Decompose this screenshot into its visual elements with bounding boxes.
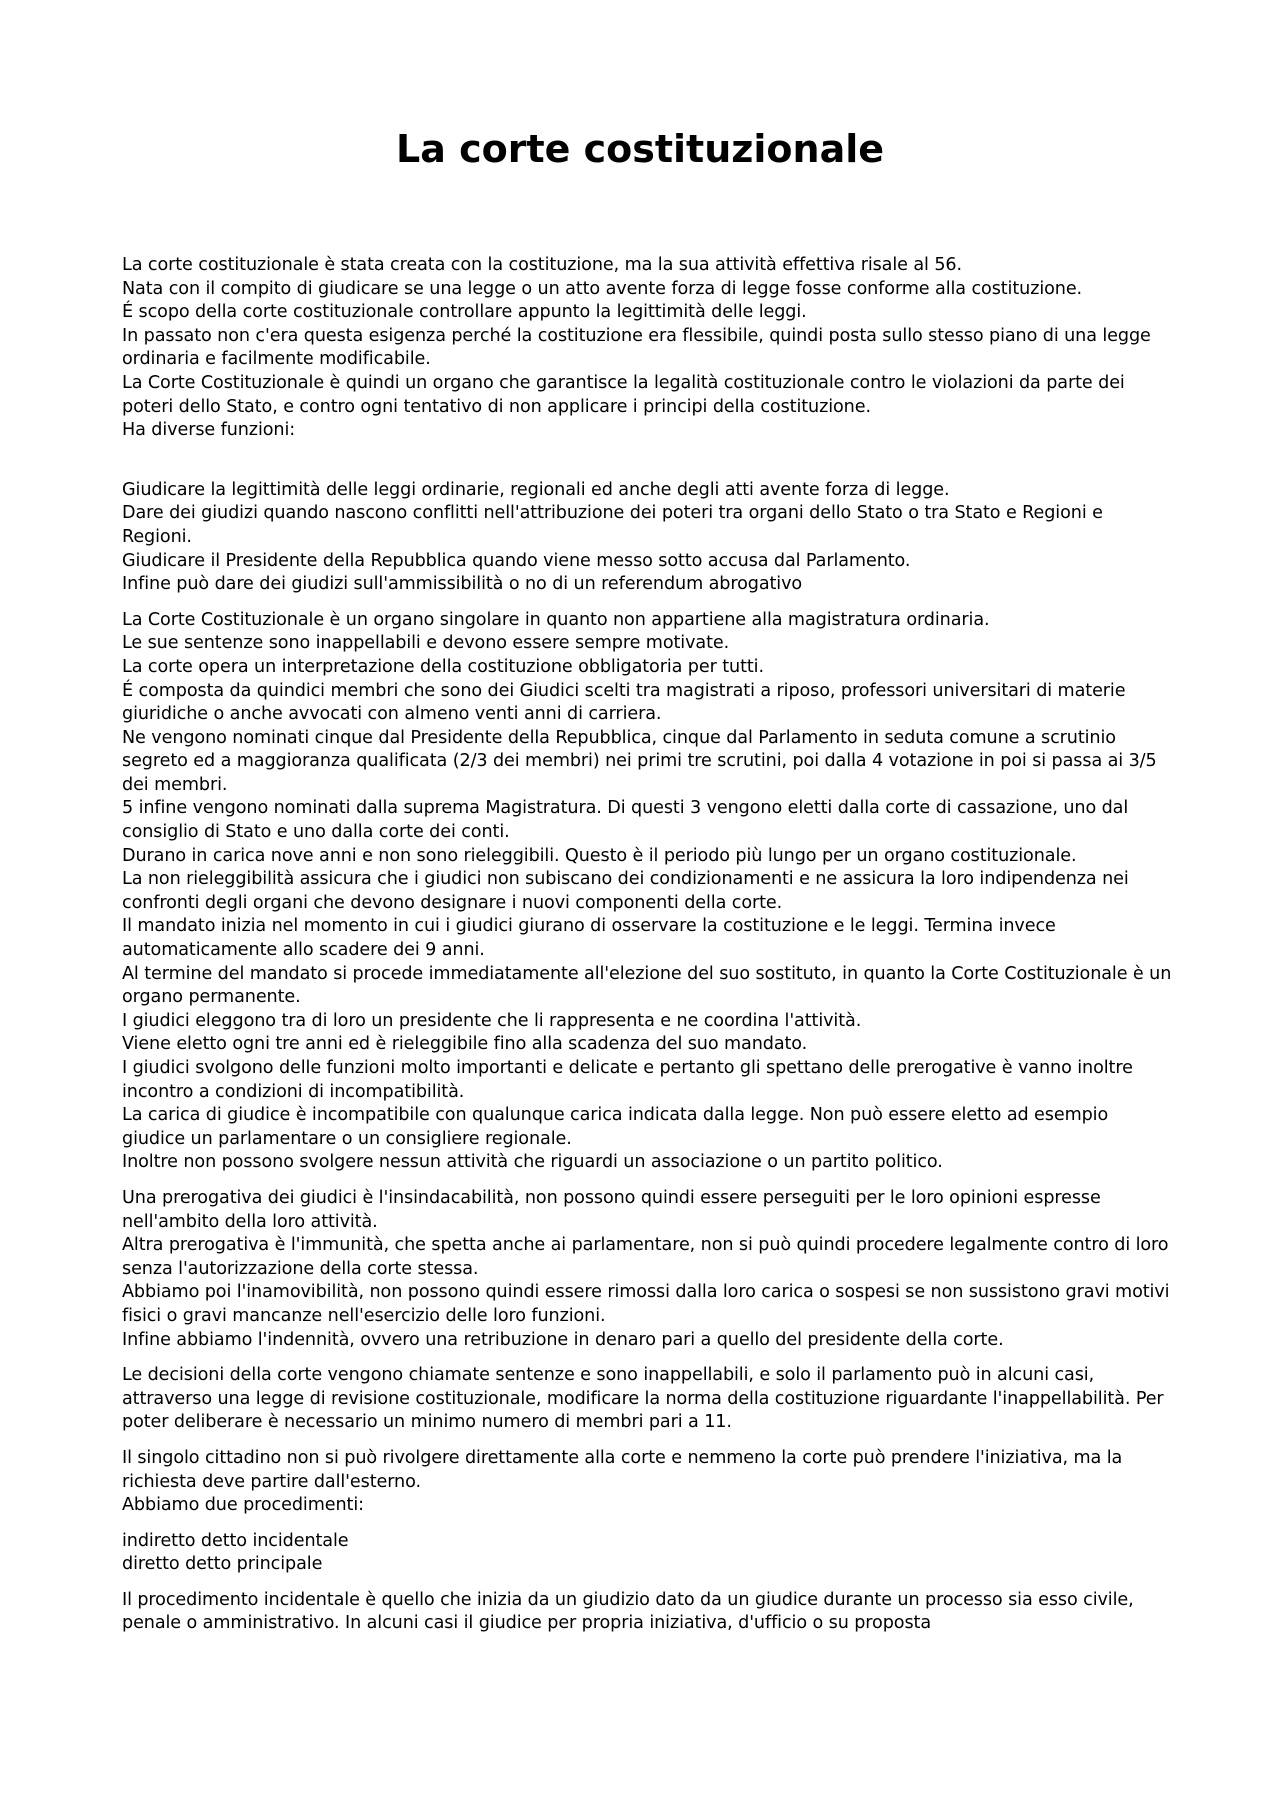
text-line: La non rieleggibilità assicura che i giudici non subiscano dei condizionamenti e ne assicura la loro indipendenza nei confronti degli organi che devono designare i nuovi componenti della corte. bbox=[122, 869, 1135, 913]
text-line: La Corte Costituzionale è quindi un organo che garantisce la legalità costituzionale contro le violazioni da parte dei poteri dello Stato, e contro ogni tentativo di non applicare i principi della costituzione. bbox=[122, 372, 1131, 417]
text-line: Infine può dare dei giudizi sull'ammissibilità o no di un referendum abrogativo bbox=[122, 574, 803, 595]
text-line: Abbiamo poi l'inamovibilità, non possono quindi essere rimossi dalla loro carica o sospesi se non sussistono gravi motivi fisici o gravi mancanze nell'esercizio delle loro funzioni. bbox=[122, 1282, 1175, 1326]
text-line: diretto detto principale bbox=[122, 1554, 323, 1575]
text-line: La carica di giudice è incompatibile con qualunque carica indicata dalla legge. Non può essere eletto ad esempio giudice un parlamentare o un consigliere regionale. bbox=[122, 1105, 1114, 1149]
text-line: Giudicare la legittimità delle leggi ordinarie, regionali ed anche degli atti avente forza di legge. bbox=[122, 479, 950, 500]
text-line: indiretto detto incidentale bbox=[122, 1530, 349, 1551]
text-line: Dare dei giudizi quando nascono conflitti nell'attribuzione dei poteri tra organi dello Stato o tra Stato e Regioni e Regioni. bbox=[122, 503, 1109, 547]
text-line: Ne vengono nominati cinque dal Presidente della Repubblica, cinque dal Parlamento in seduta comune a scrutinio segreto ed a maggioranza qualificata (2/3 dei membri) nei primi tre scrutini, poi dalla 4 votazione in poi si passa ai 3/5 dei membri. bbox=[122, 727, 1163, 795]
paragraph-functions bbox=[122, 479, 1172, 597]
text-line: La Corte Costituzionale è un organo singolare in quanto non appartiene alla magistratura ordinaria. bbox=[122, 609, 990, 630]
text-line: Abbiamo due procedimenti: bbox=[122, 1495, 364, 1516]
text-line: Le decisioni della corte vengono chiamate sentenze e sono inappellabili, e solo il parlamento può in alcuni casi, attraverso una legge di revisione costituzionale, modificare la norma della costituzione riguardante l'inappellabilità. Per poter deliberare è necessario un minimo numero di membri pari a 11. bbox=[122, 1365, 1170, 1433]
text-line: La corte costituzionale è stata creata con la costituzione, ma la sua attività effettiva risale al 56. bbox=[122, 255, 963, 275]
paragraph-incidental bbox=[122, 1589, 1172, 1636]
text-line: Il singolo cittadino non si può rivolgere direttamente alla corte e nemmeno la corte può prendere l'iniziativa, ma la richiesta deve partire dall'esterno. bbox=[122, 1447, 1128, 1492]
text-line: I giudici eleggono tra di loro un presidente che li rappresenta e ne coordina l'attività. bbox=[122, 1010, 862, 1031]
text-line: Al termine del mandato si procede immediatamente all'elezione del suo sostituto, in quanto la Corte Costituzionale è un organo permanente. bbox=[122, 963, 1177, 1008]
text-line: É scopo della corte costituzionale controllare appunto la legittimità delle leggi. bbox=[122, 302, 807, 323]
paragraph-procedures bbox=[122, 1447, 1172, 1518]
text-line: Il procedimento incidentale è quello che inizia da un giudizio dato da un giudice durante un processo sia esso civile, penale o amministrativo. In alcuni casi il giudice per propria iniziativa, d'ufficio o su proposta bbox=[122, 1589, 1140, 1634]
paragraph-decisions bbox=[122, 1364, 1172, 1435]
text-line: Le sue sentenze sono inappellabili e devono essere sempre motivate. bbox=[122, 633, 730, 654]
text-line: Ha diverse funzioni: bbox=[122, 420, 296, 441]
text-line: Una prerogativa dei giudici è l'insindacabilità, non possono quindi essere perseguiti per le loro opinioni espresse nell'ambito della loro attività. bbox=[122, 1187, 1107, 1232]
text-line: Giudicare il Presidente della Repubblica quando viene messo sotto accusa dal Parlamento. bbox=[122, 550, 911, 571]
text-line: In passato non c'era questa esigenza perché la costituzione era flessibile, quindi posta sullo stesso piano di una legge ordinaria e facilmente modificabile. bbox=[122, 325, 1157, 370]
text-line: Viene eletto ogni tre anni ed è rieleggibile fino alla scadenza del suo mandato. bbox=[122, 1034, 808, 1055]
document-body bbox=[122, 254, 1177, 1648]
text-line: Inoltre non possono svolgere nessun attività che riguardi un associazione o un partito politico. bbox=[122, 1152, 943, 1173]
text-line: Infine abbiamo l'indennità, ovvero una retribuzione in denaro pari a quello del presidente della corte. bbox=[122, 1329, 1004, 1350]
text-line: Il mandato inizia nel momento in cui i giudici giurano di osservare la costituzione e le leggi. Termina invece automaticamente allo scadere dei 9 anni. bbox=[122, 916, 1062, 961]
text-line: I giudici svolgono delle funzioni molto importanti e delicate e pertanto gli spettano delle prerogative è vanno inoltre incontro a condizioni di incompatibilità. bbox=[122, 1058, 1139, 1102]
paragraph-prerogatives bbox=[122, 1187, 1175, 1352]
text-line: 5 infine vengono nominati dalla suprema Magistratura. Di questi 3 vengono eletti dalla corte di cassazione, uno dal consiglio di Stato e uno dalla corte dei conti. bbox=[122, 798, 1134, 843]
paragraph-procedure-types bbox=[122, 1530, 1172, 1577]
text-line: Altra prerogativa è l'immunità, che spetta anche ai parlamentare, non si può quindi procedere legalmente contro di loro senza l'autorizzazione della corte stessa. bbox=[122, 1235, 1174, 1279]
text-line: É composta da quindici membri che sono dei Giudici scelti tra magistrati a riposo, professori universitari di materie giuridiche o anche avvocati con almeno venti anni di carriera. bbox=[122, 680, 1131, 725]
paragraph-intro bbox=[122, 254, 1172, 443]
paragraph-composition bbox=[122, 609, 1177, 1175]
text-line: La corte opera un interpretazione della costituzione obbligatoria per tutti. bbox=[122, 656, 764, 677]
text-line: Nata con il compito di giudicare se una legge o un atto avente forza di legge fosse conforme alla costituzione. bbox=[122, 278, 1083, 299]
page-title: La corte costituzionale bbox=[395, 127, 885, 171]
text-line: Durano in carica nove anni e non sono rieleggibili. Questo è il periodo più lungo per un organo costituzionale. bbox=[122, 845, 1077, 866]
